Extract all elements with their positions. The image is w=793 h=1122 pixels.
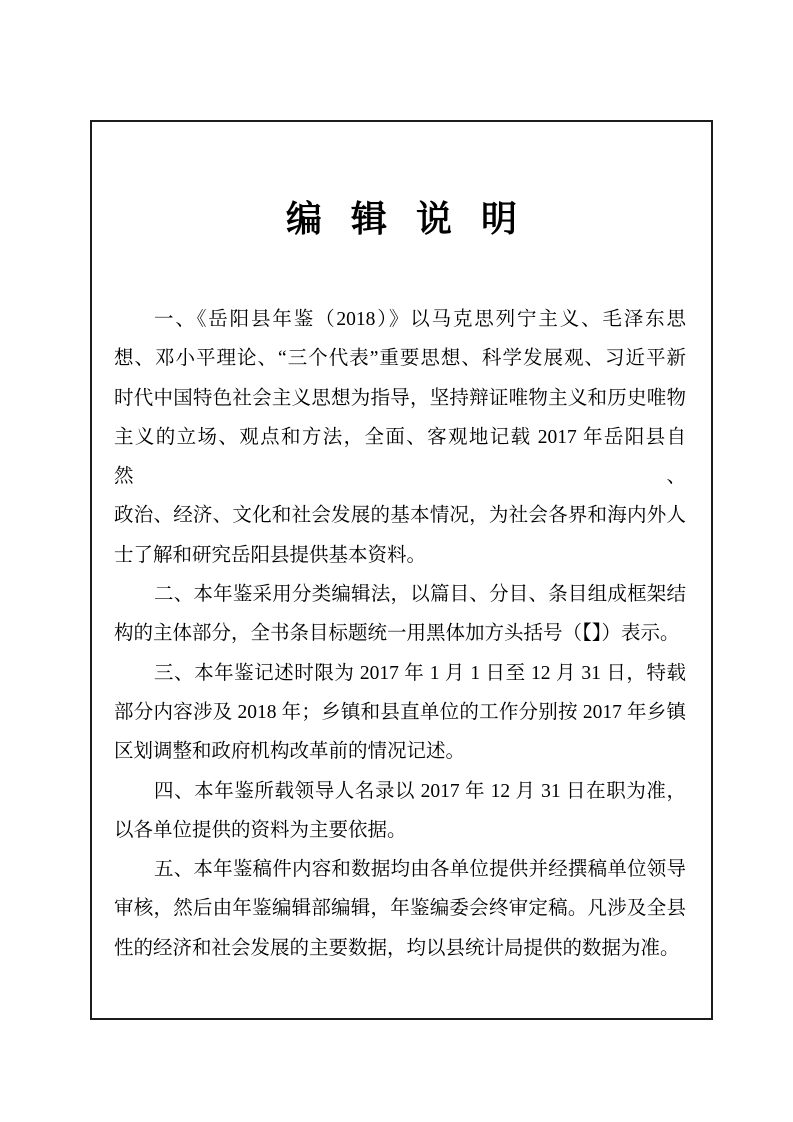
- paragraph-line: 一、《岳阳县年鉴（2018）》以马克思列宁主义、毛泽东思: [154, 309, 686, 330]
- paragraph-line: 区划调整和政府机构改革前的情况记述。: [114, 741, 466, 763]
- paragraph-line: 性的经济和社会发展的主要数据，均以县统计局提供的数据为准。: [114, 937, 680, 959]
- paragraph-line: 四、本年鉴所载领导人名录以 2017 年 12 月 31 日在职为准，: [154, 780, 686, 802]
- paragraph-line: 五、本年鉴稿件内容和数据均由各单位提供并经撰稿单位领导: [154, 859, 686, 881]
- paragraph-2: [114, 575, 686, 654]
- paragraph-line: 以各单位提供的资料为主要依据。: [114, 819, 407, 841]
- paragraph-4: [114, 772, 686, 851]
- paragraph-line: 时代中国特色社会主义思想为指导，坚持辩证唯物主义和历史唯物: [114, 387, 686, 409]
- page-border-frame: [90, 120, 713, 1020]
- paragraph-line: 想、邓小平理论、“三个代表”重要思想、科学发展观、习近平新: [114, 348, 686, 370]
- page-title: 编辑说明: [285, 199, 546, 239]
- paragraph-line: 政治、经济、文化和社会发展的基本情况，为社会各界和海内外人: [114, 505, 686, 527]
- paragraph-line: 构的主体部分，全书条目标题统一用黑体加方头括号（【】）表示。: [114, 623, 680, 645]
- paragraph-1: [114, 300, 686, 575]
- paragraph-3: [114, 654, 686, 772]
- paragraph-5: [114, 850, 686, 968]
- paragraph-line: 审核，然后由年鉴编辑部编辑，年鉴编委会终审定稿。凡涉及全县: [114, 898, 686, 920]
- body-text: [114, 300, 686, 968]
- paragraph-line: 三、本年鉴记述时限为 2017 年 1 月 1 日至 12 月 31 日，特载: [154, 662, 686, 684]
- paragraph-line: 士了解和研究岳阳县提供基本资料。: [114, 544, 427, 566]
- paragraph-line: 主义的立场、观点和方法，全面、客观地记载 2017 年岳阳县自然、: [114, 426, 686, 488]
- paragraph-line: 二、本年鉴采用分类编辑法，以篇目、分目、条目组成框架结: [154, 584, 686, 606]
- paragraph-line: 部分内容涉及 2018 年；乡镇和县直单位的工作分别按 2017 年乡镇: [114, 701, 686, 723]
